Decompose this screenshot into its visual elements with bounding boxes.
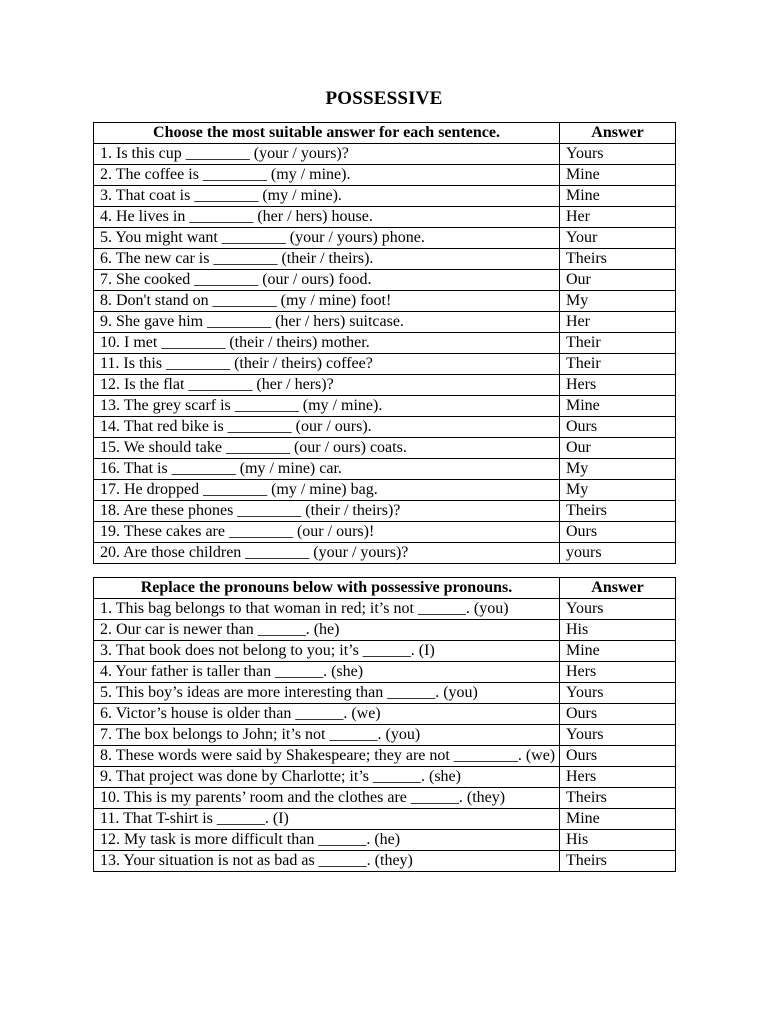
question-column-header: Replace the pronouns below with possessive pronouns. bbox=[94, 578, 560, 599]
answer-column-header: Answer bbox=[560, 123, 676, 144]
answer-cell: Ours bbox=[560, 522, 676, 543]
answer-cell: Her bbox=[560, 207, 676, 228]
answer-cell: Your bbox=[560, 228, 676, 249]
choose-answer-table bbox=[93, 122, 676, 564]
answer-cell: Ours bbox=[560, 417, 676, 438]
answer-cell: Mine bbox=[560, 165, 676, 186]
table-row bbox=[94, 501, 676, 522]
question-cell: 4. Your father is taller than ______. (she) bbox=[94, 662, 560, 683]
table-row bbox=[94, 830, 676, 851]
table-row bbox=[94, 375, 676, 396]
table-row bbox=[94, 207, 676, 228]
answer-cell: Our bbox=[560, 438, 676, 459]
table-row bbox=[94, 522, 676, 543]
question-cell: 20. Are those children ________ (your / yours)? bbox=[94, 543, 560, 564]
answer-cell: Their bbox=[560, 333, 676, 354]
answer-cell: My bbox=[560, 459, 676, 480]
question-cell: 8. These words were said by Shakespeare; they are not ________. (we) bbox=[94, 746, 560, 767]
question-cell: 5. You might want ________ (your / yours) phone. bbox=[94, 228, 560, 249]
table-row bbox=[94, 270, 676, 291]
table-row bbox=[94, 704, 676, 725]
answer-cell: Yours bbox=[560, 144, 676, 165]
table-row bbox=[94, 767, 676, 788]
table-row bbox=[94, 165, 676, 186]
answer-cell: yours bbox=[560, 543, 676, 564]
question-cell: 2. Our car is newer than ______. (he) bbox=[94, 620, 560, 641]
table-row bbox=[94, 641, 676, 662]
answer-cell: Yours bbox=[560, 599, 676, 620]
question-cell: 3. That book does not belong to you; it’s ______. (I) bbox=[94, 641, 560, 662]
answer-cell: Theirs bbox=[560, 501, 676, 522]
answer-cell: Yours bbox=[560, 683, 676, 704]
question-cell: 7. She cooked ________ (our / ours) food. bbox=[94, 270, 560, 291]
table-row bbox=[94, 417, 676, 438]
question-column-header: Choose the most suitable answer for each sentence. bbox=[94, 123, 560, 144]
answer-column-header: Answer bbox=[560, 578, 676, 599]
question-cell: 17. He dropped ________ (my / mine) bag. bbox=[94, 480, 560, 501]
question-cell: 6. The new car is ________ (their / theirs). bbox=[94, 249, 560, 270]
answer-cell: Hers bbox=[560, 375, 676, 396]
table-row bbox=[94, 809, 676, 830]
question-cell: 16. That is ________ (my / mine) car. bbox=[94, 459, 560, 480]
question-cell: 9. That project was done by Charlotte; it’s ______. (she) bbox=[94, 767, 560, 788]
table-row bbox=[94, 746, 676, 767]
answer-cell: Her bbox=[560, 312, 676, 333]
replace-pronouns-rows bbox=[94, 599, 676, 872]
question-cell: 2. The coffee is ________ (my / mine). bbox=[94, 165, 560, 186]
table-row bbox=[94, 186, 676, 207]
question-cell: 18. Are these phones ________ (their / theirs)? bbox=[94, 501, 560, 522]
table-row bbox=[94, 438, 676, 459]
answer-cell: Our bbox=[560, 270, 676, 291]
question-cell: 13. The grey scarf is ________ (my / mine). bbox=[94, 396, 560, 417]
answer-cell: Mine bbox=[560, 809, 676, 830]
question-cell: 19. These cakes are ________ (our / ours)! bbox=[94, 522, 560, 543]
table-row bbox=[94, 291, 676, 312]
question-cell: 5. This boy’s ideas are more interesting than ______. (you) bbox=[94, 683, 560, 704]
table-row bbox=[94, 620, 676, 641]
table-row bbox=[94, 144, 676, 165]
question-cell: 12. My task is more difficult than ______. (he) bbox=[94, 830, 560, 851]
answer-cell: Mine bbox=[560, 641, 676, 662]
table-row bbox=[94, 333, 676, 354]
table-row bbox=[94, 249, 676, 270]
question-cell: 7. The box belongs to John; it’s not ______. (you) bbox=[94, 725, 560, 746]
question-cell: 10. I met ________ (their / theirs) mother. bbox=[94, 333, 560, 354]
answer-cell: Hers bbox=[560, 662, 676, 683]
answer-cell: Theirs bbox=[560, 851, 676, 872]
table-header-row bbox=[94, 578, 676, 599]
table-row bbox=[94, 396, 676, 417]
question-cell: 6. Victor’s house is older than ______. (we) bbox=[94, 704, 560, 725]
table-row bbox=[94, 725, 676, 746]
question-cell: 1. This bag belongs to that woman in red; it’s not ______. (you) bbox=[94, 599, 560, 620]
answer-cell: Mine bbox=[560, 186, 676, 207]
answer-cell: Their bbox=[560, 354, 676, 375]
answer-cell: Ours bbox=[560, 704, 676, 725]
answer-cell: My bbox=[560, 291, 676, 312]
choose-answer-rows bbox=[94, 144, 676, 564]
question-cell: 12. Is the flat ________ (her / hers)? bbox=[94, 375, 560, 396]
question-cell: 11. That T-shirt is ______. (I) bbox=[94, 809, 560, 830]
table-row bbox=[94, 459, 676, 480]
table-row bbox=[94, 228, 676, 249]
page-title: POSSESSIVE bbox=[325, 88, 443, 109]
table-row bbox=[94, 312, 676, 333]
question-cell: 1. Is this cup ________ (your / yours)? bbox=[94, 144, 560, 165]
table-row bbox=[94, 788, 676, 809]
question-cell: 8. Don't stand on ________ (my / mine) foot! bbox=[94, 291, 560, 312]
table-row bbox=[94, 480, 676, 501]
table-row bbox=[94, 354, 676, 375]
table-row bbox=[94, 683, 676, 704]
question-cell: 15. We should take ________ (our / ours) coats. bbox=[94, 438, 560, 459]
question-cell: 10. This is my parents’ room and the clothes are ______. (they) bbox=[94, 788, 560, 809]
answer-cell: Hers bbox=[560, 767, 676, 788]
answer-cell: Theirs bbox=[560, 788, 676, 809]
answer-cell: My bbox=[560, 480, 676, 501]
table-row bbox=[94, 599, 676, 620]
answer-cell: Ours bbox=[560, 746, 676, 767]
replace-pronouns-table bbox=[93, 577, 676, 872]
question-cell: 4. He lives in ________ (her / hers) house. bbox=[94, 207, 560, 228]
answer-cell: His bbox=[560, 620, 676, 641]
table-row bbox=[94, 543, 676, 564]
question-cell: 3. That coat is ________ (my / mine). bbox=[94, 186, 560, 207]
answer-cell: Yours bbox=[560, 725, 676, 746]
table-row bbox=[94, 662, 676, 683]
question-cell: 11. Is this ________ (their / theirs) coffee? bbox=[94, 354, 560, 375]
question-cell: 13. Your situation is not as bad as ______. (they) bbox=[94, 851, 560, 872]
question-cell: 14. That red bike is ________ (our / ours). bbox=[94, 417, 560, 438]
question-cell: 9. She gave him ________ (her / hers) suitcase. bbox=[94, 312, 560, 333]
table-row bbox=[94, 851, 676, 872]
answer-cell: Mine bbox=[560, 396, 676, 417]
answer-cell: His bbox=[560, 830, 676, 851]
table-header-row bbox=[94, 123, 676, 144]
answer-cell: Theirs bbox=[560, 249, 676, 270]
